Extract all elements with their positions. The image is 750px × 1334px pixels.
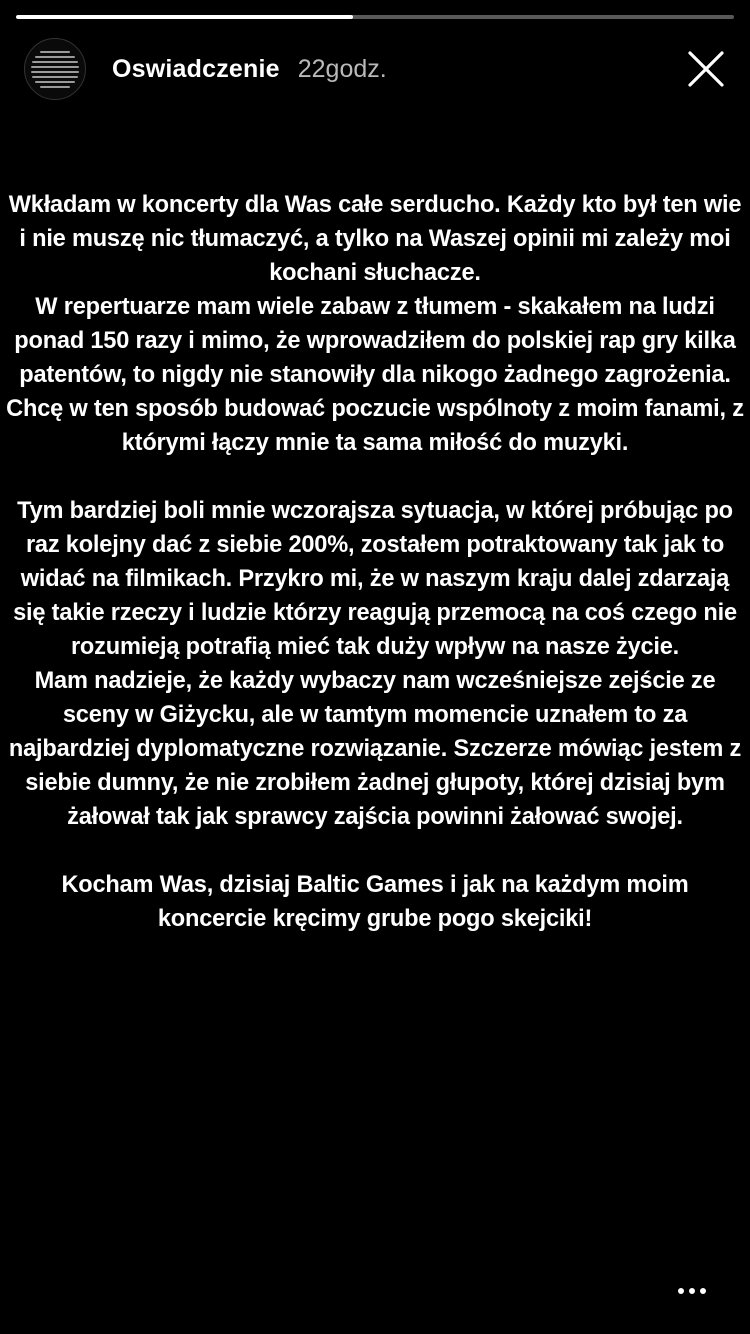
avatar[interactable] bbox=[24, 38, 86, 100]
statement-paragraph: W repertuarze mam wiele zabaw z tłumem - skakałem na ludzi ponad 150 razy i mimo, że wprowadziłem do polskiej rap gry kilka patentów, to nigdy nie stanowiły dla nikogo żadnego zagrożenia. Chcę w ten sposób budować poczucie wspólnoty z moim fanami, z którymi łączy mnie ta sama miłość do muzyki. bbox=[6, 294, 744, 456]
close-button[interactable] bbox=[686, 49, 726, 89]
statement-paragraph: Mam nadzieje, że każdy wybaczy nam wcześniejsze zejście ze sceny w Giżycku, ale w tamtym momencie uznałem to za najbardziej dyplomatyczne rozwiązanie. Szczerze mówiąc jestem z siebie dumny, że nie zrobiłem żadnej głupoty, której dzisiaj bym żałował tak jak sprawcy zajścia powinni żałować swojej. bbox=[8, 668, 742, 830]
story-header bbox=[24, 37, 726, 101]
more-options-button[interactable] bbox=[672, 1276, 712, 1306]
more-dots-icon bbox=[689, 1288, 695, 1294]
story-progress-bar bbox=[16, 15, 734, 19]
more-dots-icon bbox=[678, 1288, 684, 1294]
story-progress-fill bbox=[16, 15, 353, 19]
statement-paragraph: Tym bardziej boli mnie wczorajsza sytuacja, w której próbując po raz kolejny dać z siebie 200%, zostałem potraktowany tak jak to widać na filmikach. Przykro mi, że w naszym kraju dalej zdarzają się takie rzeczy i ludzie którzy reagują przemocą na coś czego nie rozumieją potrafią mieć tak duży wpływ na nasze życie. bbox=[13, 498, 737, 660]
more-dots-icon bbox=[700, 1288, 706, 1294]
close-icon bbox=[688, 51, 724, 87]
statement-text bbox=[6, 188, 744, 970]
post-time: 22godz. bbox=[297, 54, 387, 83]
username[interactable]: Oswiadczenie bbox=[112, 54, 280, 83]
statement-paragraph: Wkładam w koncerty dla Was całe serducho. Każdy kto był ten wie i nie muszę nic tłumaczyć, a tylko na Waszej opinii mi zależy moi kochani słuchacze. bbox=[8, 192, 742, 286]
statement-paragraph: Kocham Was, dzisiaj Baltic Games i jak na każdym moim koncercie kręcimy grube pogo skejciki! bbox=[61, 872, 689, 932]
